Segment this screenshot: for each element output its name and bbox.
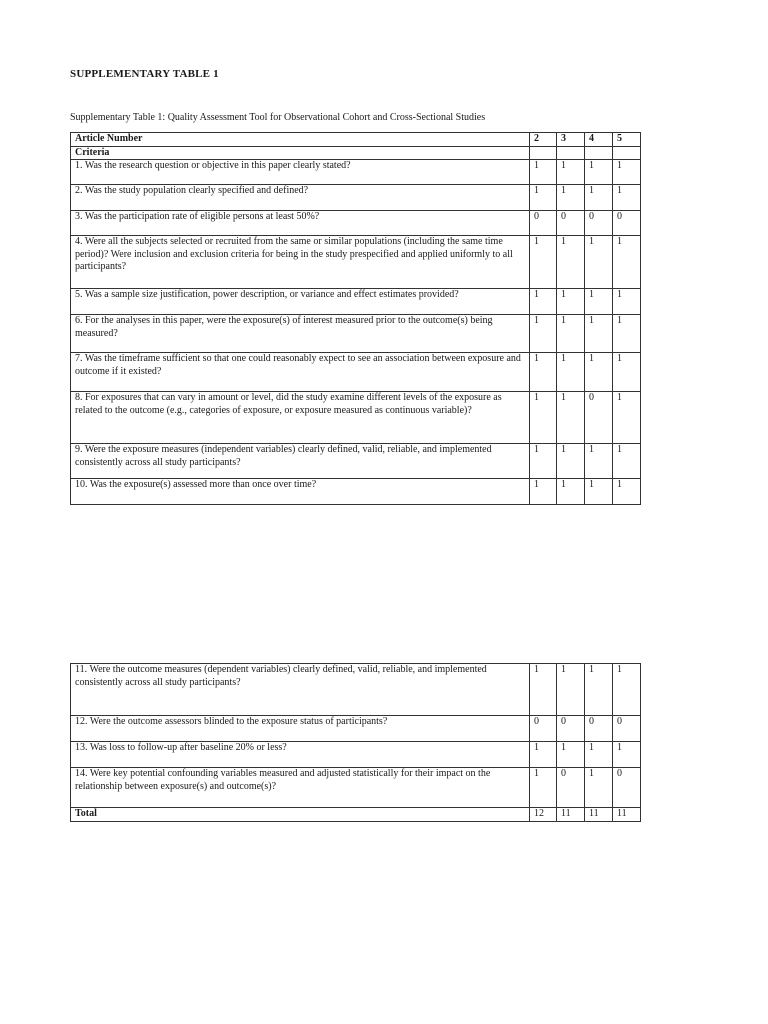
score-cell: 0 (584, 392, 612, 444)
score-cell: 1 (556, 289, 584, 315)
criteria-row (71, 211, 641, 236)
criterion-question: 1. Was the research question or objective in this paper clearly stated? (71, 160, 530, 185)
article-number-cell: 5 (612, 133, 640, 147)
score-cell: 1 (556, 185, 584, 211)
article-number-header: Article Number (71, 133, 530, 147)
score-cell: 1 (612, 392, 640, 444)
score-cell: 1 (612, 742, 640, 768)
score-cell: 1 (584, 742, 612, 768)
score-cell: 1 (612, 236, 640, 289)
score-cell: 1 (612, 664, 640, 716)
score-cell: 1 (612, 185, 640, 211)
score-cell: 1 (530, 664, 557, 716)
score-cell: 1 (556, 353, 584, 392)
criteria-row (71, 185, 641, 211)
criteria-row (71, 315, 641, 353)
score-cell: 0 (556, 211, 584, 236)
score-cell: 1 (556, 664, 584, 716)
criteria-row (71, 353, 641, 392)
score-cell: 1 (556, 236, 584, 289)
score-cell: 0 (612, 768, 640, 808)
criteria-row (71, 742, 641, 768)
quality-assessment-table-part-1 (70, 132, 641, 505)
criterion-question: 14. Were key potential confounding variables measured and adjusted statistically for their impact on the relationship between exposure(s) and outcome(s)? (71, 768, 530, 808)
quality-assessment-table-part-2 (70, 663, 641, 822)
criterion-question: 6. For the analyses in this paper, were the exposure(s) of interest measured prior to the outcome(s) being measured? (71, 315, 530, 353)
criteria-row (71, 479, 641, 505)
criteria-row (71, 146, 641, 160)
article-number-cell: 4 (584, 133, 612, 147)
score-cell: 1 (584, 768, 612, 808)
score-cell: 0 (530, 211, 557, 236)
total-row (71, 808, 641, 822)
score-cell: 1 (584, 444, 612, 479)
score-cell: 1 (556, 444, 584, 479)
score-cell: 1 (612, 315, 640, 353)
total-score-cell: 11 (612, 808, 640, 822)
score-cell: 1 (530, 444, 557, 479)
criteria-row (71, 236, 641, 289)
criteria-row (71, 664, 641, 716)
score-cell: 1 (556, 479, 584, 505)
score-cell: 1 (612, 479, 640, 505)
score-cell: 1 (556, 742, 584, 768)
score-cell: 1 (556, 315, 584, 353)
score-cell: 1 (556, 160, 584, 185)
score-cell: 1 (584, 353, 612, 392)
score-cell: 1 (612, 444, 640, 479)
score-cell: 1 (530, 353, 557, 392)
header-row (71, 133, 641, 147)
score-cell: 1 (612, 353, 640, 392)
score-cell: 1 (530, 392, 557, 444)
score-cell: 1 (584, 479, 612, 505)
score-cell: 1 (612, 289, 640, 315)
score-cell: 0 (584, 211, 612, 236)
score-cell: 1 (612, 160, 640, 185)
score-cell: 1 (530, 479, 557, 505)
empty-cell (584, 146, 612, 160)
score-cell: 1 (584, 185, 612, 211)
total-score-cell: 11 (556, 808, 584, 822)
score-cell: 0 (556, 768, 584, 808)
score-cell: 1 (530, 742, 557, 768)
score-cell: 1 (530, 315, 557, 353)
score-cell: 1 (530, 236, 557, 289)
score-cell: 1 (530, 768, 557, 808)
total-score-cell: 12 (530, 808, 557, 822)
total-score-cell: 11 (584, 808, 612, 822)
criterion-question: 5. Was a sample size justification, power description, or variance and effect estimates provided? (71, 289, 530, 315)
criterion-question: 11. Were the outcome measures (dependent variables) clearly defined, valid, reliable, and implemented consistently across all study participants? (71, 664, 530, 716)
empty-cell (530, 146, 557, 160)
criterion-question: 13. Was loss to follow-up after baseline 20% or less? (71, 742, 530, 768)
score-cell: 1 (530, 289, 557, 315)
score-cell: 1 (584, 160, 612, 185)
score-cell: 1 (530, 160, 557, 185)
criteria-row (71, 768, 641, 808)
score-cell: 1 (584, 236, 612, 289)
criterion-question: 12. Were the outcome assessors blinded to the exposure status of participants? (71, 716, 530, 742)
criteria-row (71, 160, 641, 185)
criterion-question: 10. Was the exposure(s) assessed more than once over time? (71, 479, 530, 505)
score-cell: 0 (584, 716, 612, 742)
score-cell: 0 (556, 716, 584, 742)
article-number-cell: 3 (556, 133, 584, 147)
article-number-cell: 2 (530, 133, 557, 147)
page-heading: SUPPLEMENTARY TABLE 1 (70, 68, 219, 80)
score-cell: 0 (612, 716, 640, 742)
empty-cell (612, 146, 640, 160)
criterion-question: 2. Was the study population clearly specified and defined? (71, 185, 530, 211)
criterion-question: 3. Was the participation rate of eligible persons at least 50%? (71, 211, 530, 236)
criterion-question: 8. For exposures that can vary in amount or level, did the study examine different levels of the exposure as related to the outcome (e.g., categories of exposure, or exposure measured as continuous variable)? (71, 392, 530, 444)
criterion-question: 4. Were all the subjects selected or recruited from the same or similar populations (including the same time period)? Were inclusion and exclusion criteria for being in the study prespecified and applied uniformly to all participants? (71, 236, 530, 289)
score-cell: 1 (584, 289, 612, 315)
score-cell: 0 (612, 211, 640, 236)
score-cell: 1 (530, 185, 557, 211)
score-cell: 0 (530, 716, 557, 742)
criteria-row (71, 444, 641, 479)
score-cell: 1 (584, 315, 612, 353)
score-cell: 1 (556, 392, 584, 444)
criterion-question: 7. Was the timeframe sufficient so that one could reasonably expect to see an association between exposure and outcome if it existed? (71, 353, 530, 392)
criterion-question: 9. Were the exposure measures (independent variables) clearly defined, valid, reliable, and implemented consistently across all study participants? (71, 444, 530, 479)
criteria-row (71, 716, 641, 742)
score-cell: 1 (584, 664, 612, 716)
table-caption: Supplementary Table 1: Quality Assessment Tool for Observational Cohort and Cross-Sectional Studies (70, 112, 486, 123)
criteria-row (71, 289, 641, 315)
empty-cell (556, 146, 584, 160)
criteria-label: Criteria (71, 146, 530, 160)
criteria-row (71, 392, 641, 444)
total-label: Total (71, 808, 530, 822)
